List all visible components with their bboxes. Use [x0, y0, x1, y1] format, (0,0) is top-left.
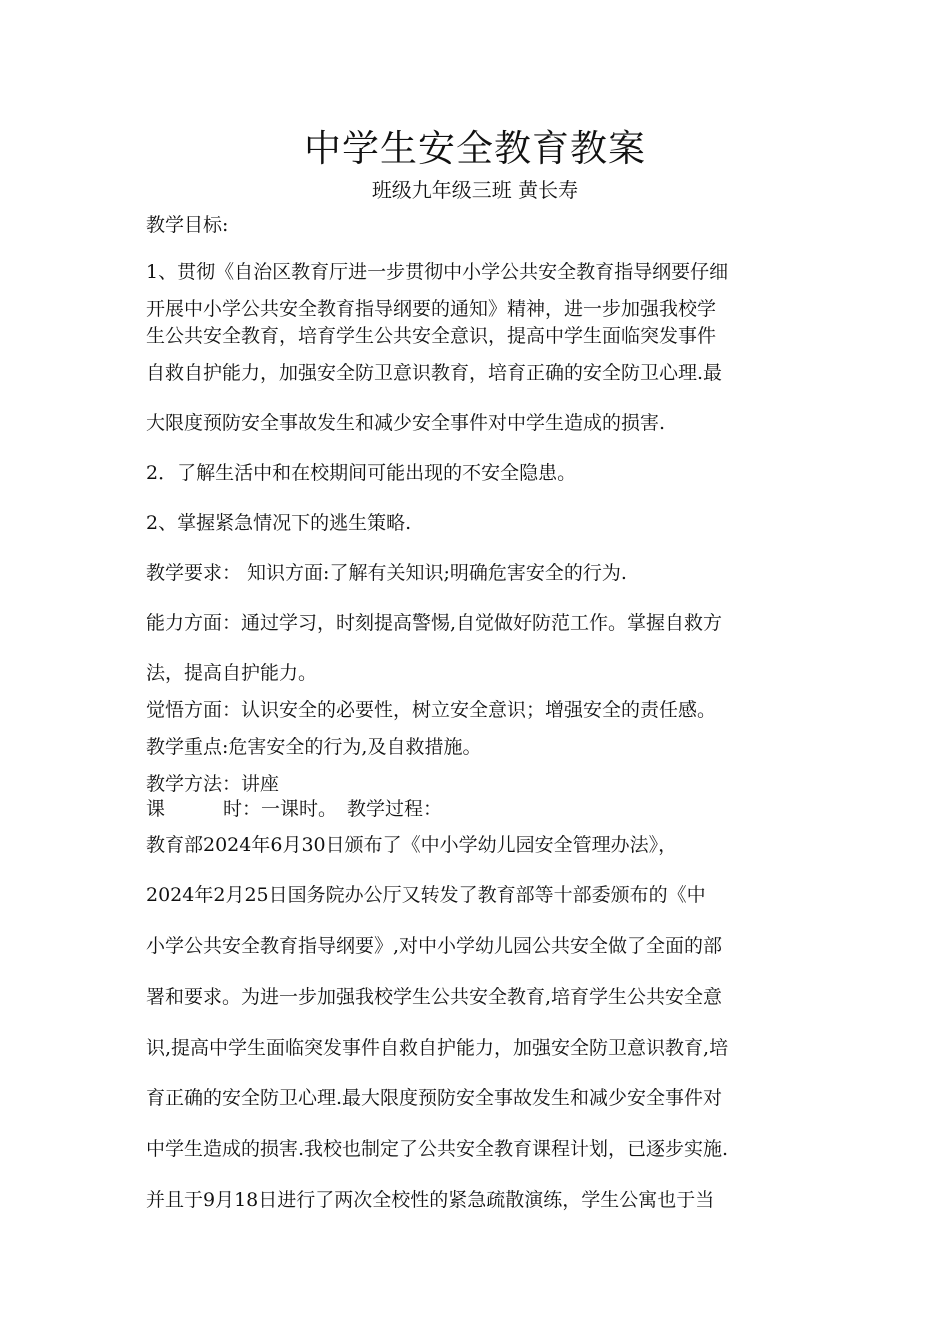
text-line: 能力方面：通过学习，时刻提高警惕,自觉做好防范工作。掌握自救方 — [146, 612, 723, 634]
body-line: 育正确的安全防卫心理.最大限度预防安全事故发生和减少安全事件对 — [146, 1087, 723, 1109]
body-line: 并且于9月18日进行了两次全校性的紧急疏散演练，学生公寓也于当 — [146, 1189, 715, 1211]
teaching-process-label: 教学过程： — [347, 798, 443, 820]
text-line: 法，提高自护能力。 — [146, 662, 318, 684]
text-line: 开展中小学公共安全教育指导纲要的通知》精神，进一步加强我校学 — [146, 298, 717, 320]
body-line: 识,提高中学生面临突发事件自救自护能力，加强安全防卫意识教育,培 — [146, 1037, 729, 1059]
body-line: 小学公共安全教育指导纲要》,对中小学幼儿园公共安全做了全面的部 — [146, 935, 723, 957]
text-line: 大限度预防安全事故发生和减少安全事件对中学生造成的损害. — [146, 412, 666, 434]
text-line: 自救自护能力，加强安全防卫意识教育，培育正确的安全防卫心理.最 — [146, 362, 723, 384]
document-subtitle: 班级九年级三班 黄长寿 — [371, 178, 579, 202]
text-line: 教学重点:危害安全的行为,及自救措施。 — [146, 736, 482, 758]
text-line: 2、掌握紧急情况下的逃生策略. — [146, 512, 412, 534]
text-line: 教学方法：讲座 — [146, 773, 280, 795]
text-line: 教学目标: — [146, 214, 229, 236]
body-line: 2024年2月25日国务院办公厅又转发了教育部等十部委颁布的《中 — [146, 884, 706, 906]
text-line: 觉悟方面：认识安全的必要性，树立安全意识；增强安全的责任感。 — [146, 699, 717, 721]
body-line: 中学生造成的损害.我校也制定了公共安全教育课程计划，已逐步实施. — [146, 1138, 729, 1160]
lesson-time-text: 时：一课时。 — [223, 798, 338, 820]
text-line: 教学要求： 知识方面:了解有关知识;明确危害安全的行为. — [146, 562, 627, 584]
body-line: 教育部2024年6月30日颁布了《中小学幼儿园安全管理办法》， — [146, 834, 678, 856]
document-title: 中学生安全教育教案 — [304, 127, 646, 170]
text-line: 1、贯彻《自治区教育厅进一步贯彻中小学公共安全教育指导纲要仔细 — [146, 261, 729, 283]
body-line: 署和要求。为进一步加强我校学生公共安全教育,培育学生公共安全意 — [146, 986, 723, 1008]
lesson-label: 课 — [146, 798, 166, 820]
text-line: 生公共安全教育，培育学生公共安全意识，提高中学生面临突发事件 — [146, 325, 717, 347]
lesson-time-line — [146, 795, 816, 823]
text-line: 2．了解生活中和在校期间可能出现的不安全隐患。 — [146, 462, 577, 484]
